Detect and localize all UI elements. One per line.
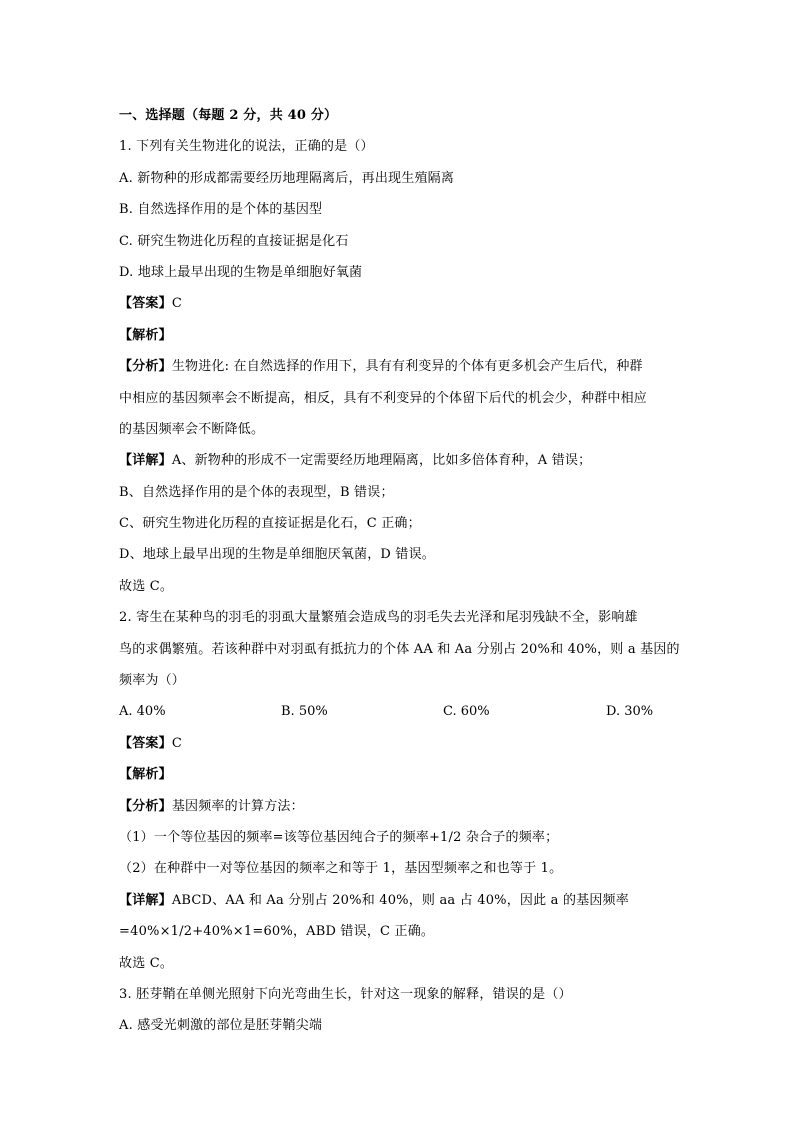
q3-stem: 3. 胚芽鞘在单侧光照射下向光弯曲生长，针对这一现象的解释，错误的是（）: [119, 986, 572, 1002]
q1-xiangjie-text-1: A、新物种的形成不一定需要经历地理隔离，比如多倍体育种，A 错误；: [171, 453, 592, 469]
q2-conclusion: 故选 C。: [119, 955, 174, 971]
q2-answer-tag: 【答案】: [119, 735, 172, 751]
q2-fenxi-text-1: 基因频率的计算方法：: [171, 798, 304, 814]
q2-stem-line-1: 2. 寄生在某种鸟的羽毛的羽虱大量繁殖会造成鸟的羽毛失去光泽和尾羽残缺不全，影响雄: [119, 610, 638, 626]
q2-xiangjie-text-1: ABCD、AA 和 Aa 分别占 20%和 40%，则 aa 占 40%，因此 a 的基因频率: [171, 892, 629, 908]
q1-fenxi-line-2: 中相应的基因频率会不断提高，相反，具有不利变异的个体留下后代的机会少，种群中相应: [119, 390, 648, 406]
q2-option-c: C. 60%: [443, 704, 490, 720]
q1-answer-tag: 【答案】: [119, 296, 172, 312]
q1-xiangjie-line-2: B、自然选择作用的是个体的表现型，B 错误；: [119, 484, 394, 500]
q1-xiangjie-line-1: [119, 445, 679, 476]
q1-xiangjie-tag: 【详解】: [119, 453, 172, 469]
q2-xiangjie-line-1: [119, 885, 679, 916]
q1-option-b: B. 自然选择作用的是个体的基因型: [119, 202, 323, 218]
q1-xiangjie-line-3: C、研究生物进化历程的直接证据是化石，C 正确；: [119, 516, 421, 532]
q2-option-b: B. 50%: [281, 704, 328, 720]
q1-fenxi-text-1: 生物进化: 在自然选择的作用下，具有有利变异的个体有更多机会产生后代，种群: [171, 359, 643, 375]
q2-fenxi-line-3: （2）在种群中一对等位基因的频率之和等于 1，基因型频率之和也等于 1。: [119, 861, 563, 877]
q1-conclusion: 故选 C。: [119, 578, 174, 594]
q2-option-d: D. 30%: [606, 704, 654, 720]
q1-fenxi-line-3: 的基因频率会不断降低。: [119, 421, 265, 437]
q2-stem-line-2: 鸟的求偶繁殖。若该种群中对羽虱有抵抗力的个体 AA 和 Aa 分别占 20%和 40%，则 a 基因的: [119, 641, 680, 657]
q1-answer-value: C: [171, 296, 182, 312]
q1-option-c: C. 研究生物进化历程的直接证据是化石: [119, 233, 349, 249]
q1-fenxi-tag: 【分析】: [119, 359, 172, 375]
q2-fenxi-tag: 【分析】: [119, 798, 172, 814]
q2-analysis-tag: 【解析】: [119, 767, 172, 783]
q2-answer-value: C: [171, 735, 182, 751]
q1-answer: [119, 288, 679, 319]
q1-stem: 1. 下列有关生物进化的说法，正确的是（）: [119, 139, 374, 155]
q3-option-a: A. 感受光刺激的部位是胚芽鞘尖端: [119, 1018, 323, 1034]
section-title: 一、选择题（每题 2 分，共 40 分）: [119, 108, 338, 123]
q1-xiangjie-line-4: D、地球上最早出现的生物是单细胞厌氧菌，D 错误。: [119, 547, 435, 563]
q2-stem-line-3: 频率为（）: [119, 673, 186, 689]
q1-option-a: A. 新物种的形成都需要经历地理隔离后，再出现生殖隔离: [119, 170, 455, 186]
q2-xiangjie-tag: 【详解】: [119, 892, 172, 908]
q2-xiangjie-line-2: =40%×1/2+40%×1=60%，ABD 错误，C 正确。: [119, 924, 435, 940]
q2-options-row: [119, 696, 679, 727]
q2-option-a: A. 40%: [119, 704, 166, 720]
q1-analysis-tag: 【解析】: [119, 327, 172, 343]
q2-fenxi-line-2: （1）一个等位基因的频率=该等位基因纯合子的频率+1/2 杂合子的频率；: [119, 829, 559, 845]
q2-fenxi-line-1: [119, 791, 679, 822]
q2-answer: [119, 728, 679, 759]
document-content: [119, 100, 679, 1042]
q1-fenxi-line-1: [119, 351, 679, 382]
q1-option-d: D. 地球上最早出现的生物是单细胞好氧菌: [119, 264, 363, 280]
